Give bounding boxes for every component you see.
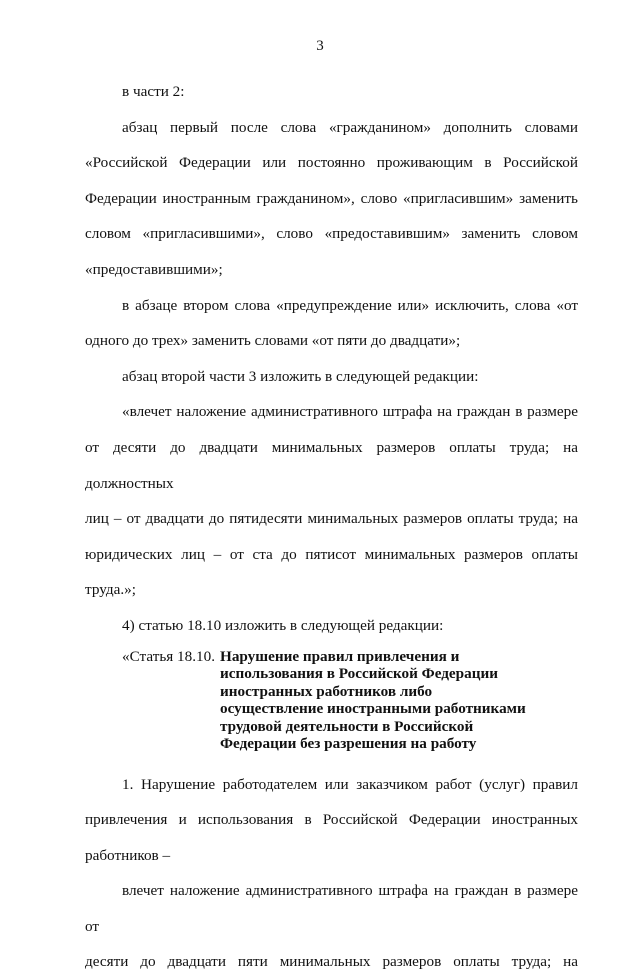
paragraph-penalty [85,873,578,980]
text-line: «влечет наложение административного штрафа на граждан в размере [122,403,578,421]
document-body [85,74,578,980]
text-line: лиц – от двадцати до пятидесяти минимальных размеров оплаты труда; на [85,510,578,528]
text-line: юридических лиц – от ста до пятисот минимальных размеров оплаты труда.»; [85,545,578,599]
text-line: привлечения и использования в Российской Федерации иностранных [85,811,578,829]
text-line: абзац второй части 3 изложить в следующей редакции: [122,367,479,385]
paragraph-part-2 [85,74,578,110]
paragraph-clause-1 [85,767,578,874]
text-line: влечет наложение административного штрафа на граждан в размере от [85,882,578,935]
text-line: абзац первый после слова «гражданином» дополнить словами [122,118,578,136]
paragraph-item-4 [85,608,578,644]
text-line: десяти до двадцати пяти минимальных размеров оплаты труда; на [85,953,578,971]
text-line: в абзаце втором слова «предупреждение или» исключить, слова «от [122,296,578,314]
paragraph-second-abzac [85,288,578,359]
text-line: 1. Нарушение работодателем или заказчиком работ (услуг) правил [122,775,578,793]
text-line: Федерации иностранным гражданином», слово «пригласившим» заменить [85,189,578,207]
text-line: 4) статью 18.10 изложить в следующей редакции: [122,616,444,634]
paragraph-part-3 [85,359,578,395]
text-line: «Российской Федерации или постоянно проживающим в Российской [85,154,578,172]
page-number: 3 [316,38,324,54]
article-title: Нарушение правил привлечения и использования в Российской Федерации иностранных работников либо осуществление иностранными работниками трудовой деятельности в Российской Федерации без разрешения на работу [220,647,526,752]
text-line: словом «пригласившими», слово «предоставившим» заменить словом [85,225,578,243]
paragraph-quoted-penalty [85,394,578,608]
text-line: в части 2: [122,83,185,100]
text-line: работников – [85,846,171,864]
article-label: «Статья 18.10. [122,647,216,665]
text-line: одного до трех» заменить словами «от пяти до двадцати»; [85,332,461,350]
paragraph-first-abzac [85,110,578,288]
text-line: от десяти до двадцати минимальных размеров оплаты труда; на должностных [85,438,578,492]
text-line: «предоставившими»; [85,260,223,278]
article-heading [85,648,578,753]
